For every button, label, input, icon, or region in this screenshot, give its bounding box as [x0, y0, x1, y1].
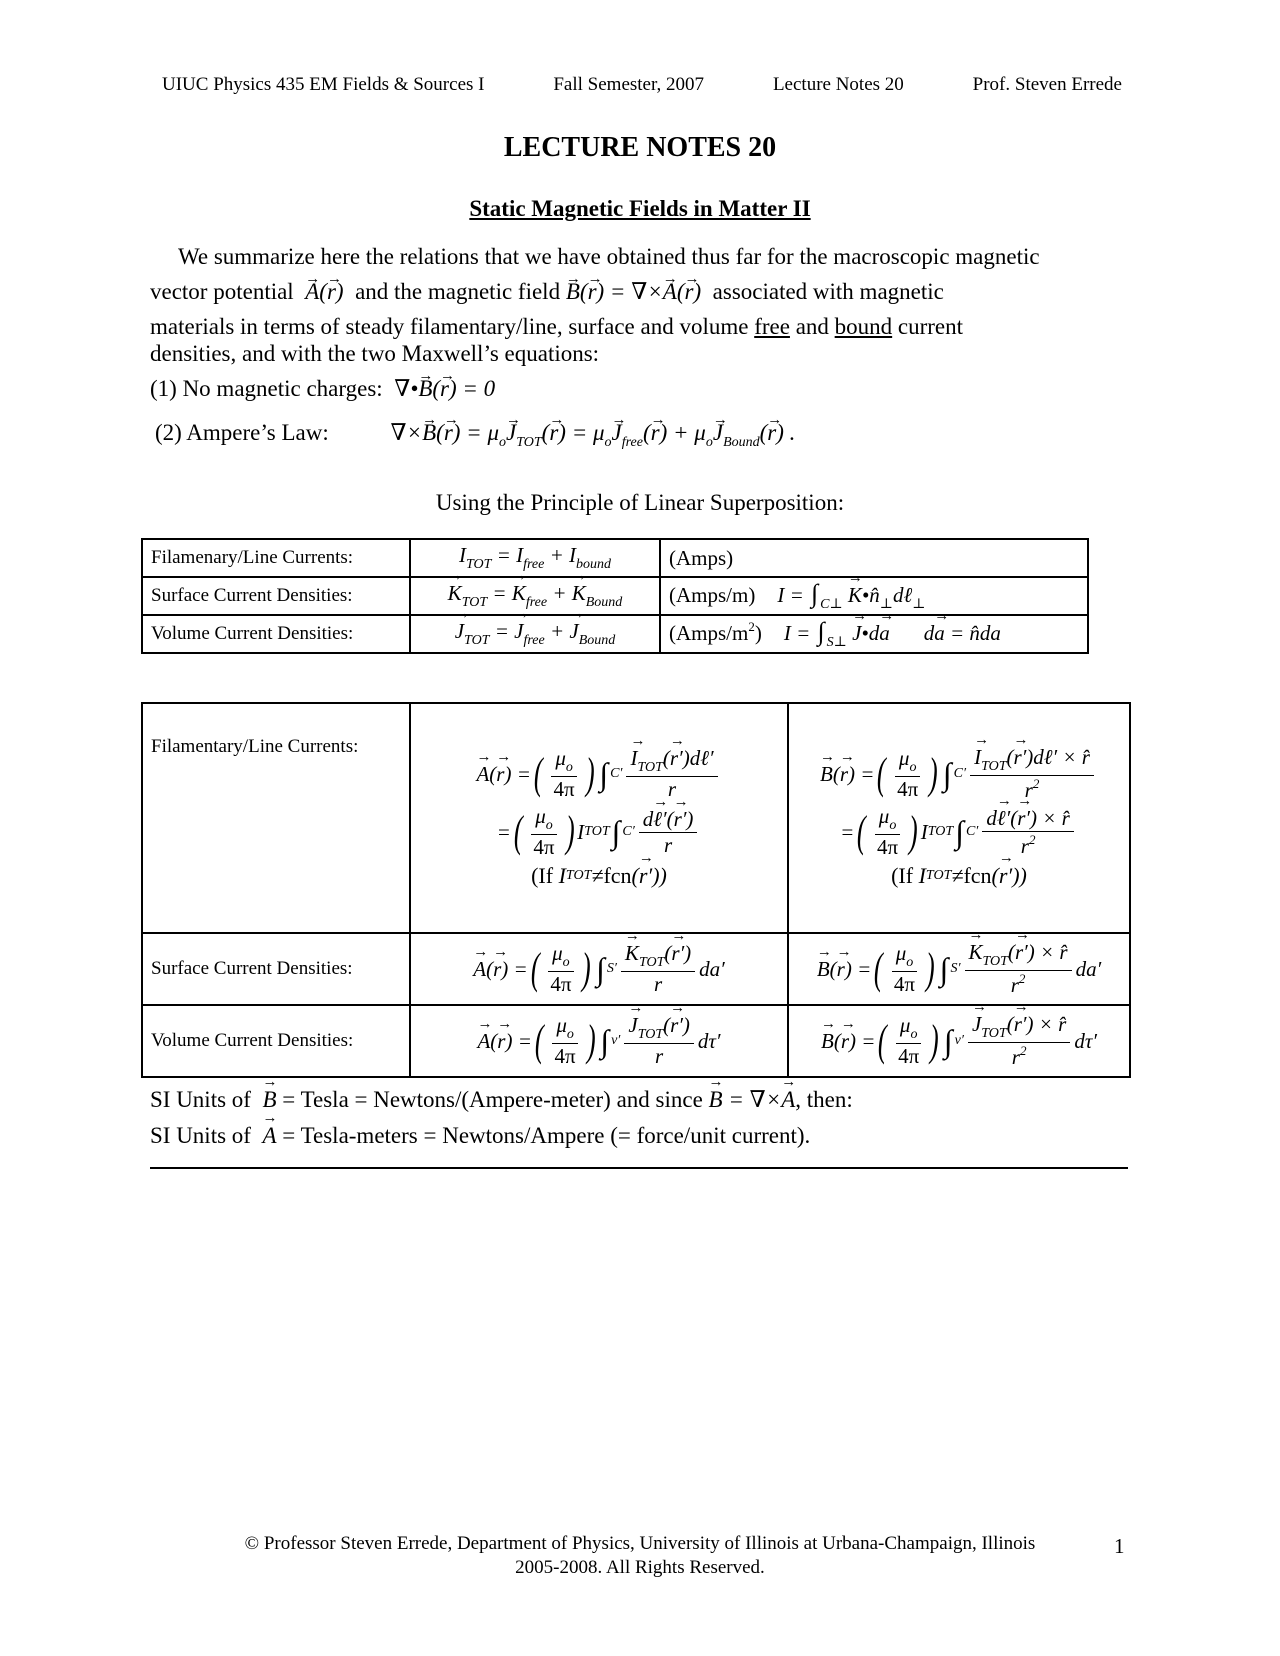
free-word: free [754, 314, 790, 339]
row-label: Volume Current Densities: [142, 1005, 410, 1077]
row-unit: (Amps) [660, 539, 1088, 577]
equation-ampere: ∇×→ $B(\to r) = \mu_o\to J_{TOT}(\to r) = \mu_o\to J_{free}(\to r) + \mu_o\to J_{Bound}(\to r)$ . [390, 420, 795, 445]
table-row [142, 933, 1130, 1005]
maxwell-eq-2: (2) Ampere’s Law: ∇×→ $B(\to r) = \mu_o\to J_{TOT}(\to r) = \mu_o\to J_{free}(\to r) + \mu_o\to J_{Bound}(\to r)$ . [155, 420, 1135, 456]
footer-rights: 2005-2008. All Rights Reserved. [515, 1557, 765, 1578]
row-label: Volume Current Densities: [142, 615, 410, 653]
equation-b-curl-a: → B(→ r) = ∇×→ A(→ r) [566, 279, 707, 304]
table-row [142, 1005, 1130, 1077]
bound-word: bound [834, 314, 893, 339]
current-definitions-table [141, 538, 1089, 654]
header-professor: Prof. Steven Errede [972, 74, 1122, 95]
page-footer [0, 1532, 1280, 1580]
header-course: UIUC Physics 435 EM Fields & Sources I [162, 74, 485, 95]
maxwell-eq-1: (1) No magnetic charges: ∇•→ B(→ r) = 0 [150, 376, 1130, 402]
units-a-line: SI Units of → A = Tesla-meters = Newtons/Ampere (= force/unit current). [150, 1123, 810, 1149]
header-lecture: Lecture Notes 20 [772, 74, 904, 95]
equation-div-b: ∇•→ B(→ r) = 0 [388, 376, 495, 401]
equation-j-tot: → $J_{TOT}$ = → $J_{free}$ + → $J_{Bound}$ [410, 615, 660, 653]
horizontal-rule [150, 1167, 1128, 1169]
footer-copyright: © Professor Steven Errede, Department of Physics, University of Illinois at Urbana-Champaign, Illinois [244, 1533, 1036, 1554]
intro-line-2: vector potential → A(→ r) and the magnetic field → B(→ r) = ∇×→ A(→ r) associated with magnetic [150, 279, 1130, 305]
header-semester: Fall Semester, 2007 [553, 74, 705, 95]
row-label: Filamenary/Line Currents: [142, 539, 410, 577]
magnetic-field-volume: → B ( → r ) = ( $\frac{\mu_o}{4\pi}$ ) ∫ v′ → $\frac{J_{TOT}(\to r') \times r̂}{r^2}$ dτ′ [788, 1005, 1130, 1077]
row-label: Filamentary/Line Currents: [142, 703, 410, 933]
intro-line-1: We summarize here the relations that we have obtained thus far for the macroscopic magnetic [178, 244, 1040, 269]
page-number: 1 [1114, 1534, 1125, 1558]
row-label: Surface Current Densities: [142, 933, 410, 1005]
equation-a-of-r: → A(→ r) [299, 279, 349, 304]
row-label: Surface Current Densities: [142, 577, 410, 615]
row-unit: $(Amps/m^2) I$ = ∫ $_{S\perp}$ → J•d→ a d→ a = n̂da [660, 615, 1088, 653]
vector-potential-surface: → A ( → r ) = ( $\frac{\mu_o}{4\pi}$ ) ∫ S′ → $\frac{K_{TOT}(\to r')}{r}$ da′ [410, 933, 788, 1005]
intro-line-3: materials in terms of steady filamentary/line, surface and volume free and bound current [150, 314, 964, 339]
table-row [142, 615, 1088, 653]
superposition-heading: Using the Principle of Linear Superposition: [435, 490, 845, 515]
magnetic-field-line: → B ( → r ) = ( $\frac{\mu_o}{4\pi}$ ) ∫ C′ → $\frac{I_{TOT}(\to r')d\ell' \times r̂}{r^2}$ = ( $\frac{\mu_o}{4\pi}$ ) I TOT ∫ C′ $\frac{\text{d→ ℓ′(→ r′) × r̂}}{r^2}$ (If I TOT ≠ fcn ( → r ′)) [788, 703, 1130, 933]
table-row [142, 703, 1130, 933]
table-row [142, 539, 1088, 577]
equation-i-tot: $I_{TOT} = I_{free} + I_{bound}$ [410, 539, 660, 577]
intro-line-4: densities, and with the two Maxwell’s equations: [150, 341, 600, 366]
page-header [162, 74, 1122, 96]
row-unit: (Amps/m) I = ∫ $_{C\perp} \to K•n̂_\perp d\ell_\perp$ [660, 577, 1088, 615]
vector-potential-volume: → A ( → r ) = ( $\frac{\mu_o}{4\pi}$ ) ∫ v′ → $\frac{J_{TOT}(\to r')}{r}$ dτ′ [410, 1005, 788, 1077]
units-b-line: SI Units of → B = Tesla = Newtons/(Ampere-meter) and since → B = ∇×→ A, then: [150, 1087, 853, 1113]
page-subtitle: Static Magnetic Fields in Matter II [469, 196, 811, 221]
magnetic-field-surface: → B ( → r ) = ( $\frac{\mu_o}{4\pi}$ ) ∫ S′ → $\frac{K_{TOT}(\to r') \times r̂}{r^2}$ da′ [788, 933, 1130, 1005]
vector-potential-line: → A ( → r ) = ( $\frac{\mu_o}{4\pi}$ ) ∫ C′ → $\frac{I_{TOT}(\to r')d\ell'}{r}$ = ( $\frac{\mu_o}{4\pi}$ ) I TOT ∫ C′ $\frac{\text{d→ ℓ′(→ r′)}}{r}$ (If I TOT ≠ fcn ( → r ′)) [410, 703, 788, 933]
potential-field-table [141, 702, 1131, 1078]
page-title: LECTURE NOTES 20 [503, 132, 777, 163]
equation-k-tot: → $K_{TOT}$ = → $K_{free}$ + → $K_{Bound}$ [410, 577, 660, 615]
